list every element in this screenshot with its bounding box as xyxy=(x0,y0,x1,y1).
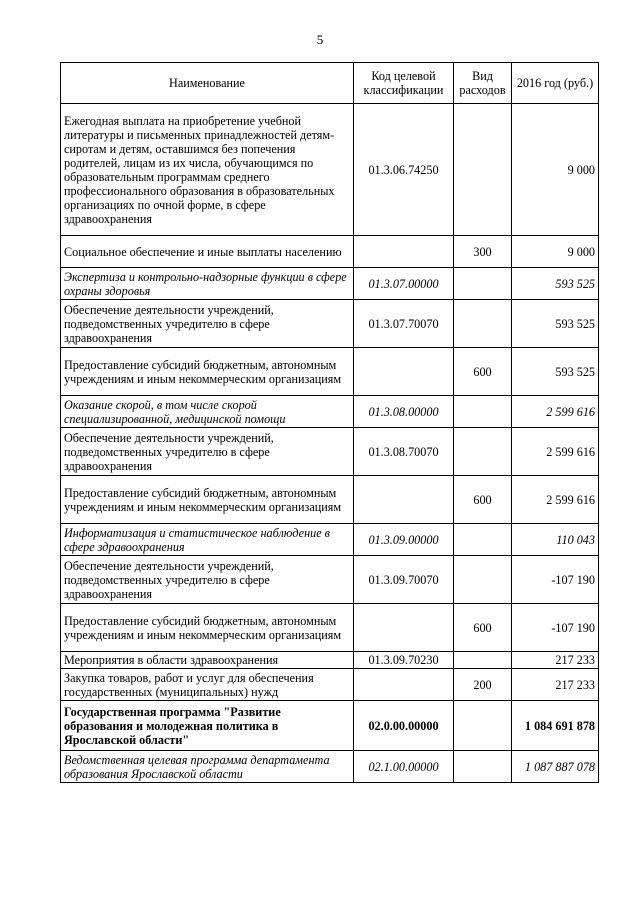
row-amount: 593 525 xyxy=(512,300,599,348)
table-row xyxy=(61,300,599,348)
row-name: Закупка товаров, работ и услуг для обеспечения государственных (муниципальных) нужд xyxy=(61,669,354,701)
row-amount: 9 000 xyxy=(512,104,599,236)
table-row xyxy=(61,524,599,556)
row-code xyxy=(354,348,454,396)
row-kind xyxy=(454,751,512,783)
row-kind: 600 xyxy=(454,476,512,524)
row-code: 01.3.09.70070 xyxy=(354,556,454,604)
row-code: 01.3.07.00000 xyxy=(354,268,454,300)
row-kind xyxy=(454,701,512,751)
row-name: Обеспечение деятельности учреждений, подведомственных учредителю в сфере здравоохранения xyxy=(61,556,354,604)
row-code: 01.3.07.70070 xyxy=(354,300,454,348)
row-code: 02.1.00.00000 xyxy=(354,751,454,783)
row-name: Ведомственная целевая программа департамента образования Ярославской области xyxy=(61,751,354,783)
row-name: Государственная программа "Развитие образования и молодежная политика в Ярославской области" xyxy=(61,701,354,751)
row-name: Мероприятия в области здравоохранения xyxy=(61,652,354,669)
row-amount: -107 190 xyxy=(512,604,599,652)
row-amount: 217 233 xyxy=(512,652,599,669)
row-code xyxy=(354,604,454,652)
table-row xyxy=(61,669,599,701)
row-kind: 300 xyxy=(454,236,512,268)
row-name: Предоставление субсидий бюджетным, автономным учреждениям и иным некоммерческим организациям xyxy=(61,348,354,396)
row-code xyxy=(354,236,454,268)
row-kind xyxy=(454,524,512,556)
row-kind xyxy=(454,428,512,476)
row-code: 01.3.09.70230 xyxy=(354,652,454,669)
row-kind xyxy=(454,556,512,604)
row-amount: 1 084 691 878 xyxy=(512,701,599,751)
header-amount: 2016 год (руб.) xyxy=(512,63,599,104)
row-amount: 2 599 616 xyxy=(512,476,599,524)
table-row xyxy=(61,348,599,396)
row-amount: 9 000 xyxy=(512,236,599,268)
table-row xyxy=(61,652,599,669)
table-header-row xyxy=(61,63,599,104)
row-name: Предоставление субсидий бюджетным, автономным учреждениям и иным некоммерческим организациям xyxy=(61,476,354,524)
row-code: 01.3.08.00000 xyxy=(354,396,454,428)
row-code: 01.3.09.00000 xyxy=(354,524,454,556)
table-row xyxy=(61,268,599,300)
row-kind xyxy=(454,104,512,236)
row-name: Информатизация и статистическое наблюдение в сфере здравоохранения xyxy=(61,524,354,556)
budget-table xyxy=(60,62,599,783)
table-row xyxy=(61,396,599,428)
row-name: Предоставление субсидий бюджетным, автономным учреждениям и иным некоммерческим организациям xyxy=(61,604,354,652)
table-row xyxy=(61,604,599,652)
row-kind: 200 xyxy=(454,669,512,701)
row-amount: -107 190 xyxy=(512,556,599,604)
row-amount: 1 087 887 078 xyxy=(512,751,599,783)
table-row xyxy=(61,428,599,476)
row-kind xyxy=(454,300,512,348)
row-amount: 2 599 616 xyxy=(512,396,599,428)
table-row xyxy=(61,701,599,751)
row-code: 02.0.00.00000 xyxy=(354,701,454,751)
row-name: Оказание скорой, в том числе скорой специализированной, медицинской помощи xyxy=(61,396,354,428)
header-code: Код целевой классификации xyxy=(354,63,454,104)
table-row xyxy=(61,751,599,783)
row-name: Обеспечение деятельности учреждений, подведомственных учредителю в сфере здравоохранения xyxy=(61,428,354,476)
table-row xyxy=(61,556,599,604)
table-row xyxy=(61,236,599,268)
header-kind: Вид расходов xyxy=(454,63,512,104)
row-code xyxy=(354,476,454,524)
row-code xyxy=(354,669,454,701)
row-name: Экспертиза и контрольно-надзорные функции в сфере охраны здоровья xyxy=(61,268,354,300)
row-kind xyxy=(454,268,512,300)
row-amount: 110 043 xyxy=(512,524,599,556)
row-kind xyxy=(454,396,512,428)
row-code: 01.3.06.74250 xyxy=(354,104,454,236)
row-name: Социальное обеспечение и иные выплаты населению xyxy=(61,236,354,268)
row-amount: 593 525 xyxy=(512,348,599,396)
row-amount: 593 525 xyxy=(512,268,599,300)
row-kind: 600 xyxy=(454,348,512,396)
row-name: Обеспечение деятельности учреждений, подведомственных учредителю в сфере здравоохранения xyxy=(61,300,354,348)
row-amount: 2 599 616 xyxy=(512,428,599,476)
page-number: 5 xyxy=(316,32,324,47)
row-name: Ежегодная выплата на приобретение учебной литературы и письменных принадлежностей детям-сиротам и детям, оставшимся без попечения родителей, лицам из их числа, обучающимся по образовательным программам среднего профессионального образования в образовательных организациях по очной форме, в сфере здравоохранения xyxy=(61,104,354,236)
row-amount: 217 233 xyxy=(512,669,599,701)
row-kind xyxy=(454,652,512,669)
table-row xyxy=(61,104,599,236)
row-code: 01.3.08.70070 xyxy=(354,428,454,476)
table-row xyxy=(61,476,599,524)
header-name: Наименование xyxy=(61,63,354,104)
row-kind: 600 xyxy=(454,604,512,652)
